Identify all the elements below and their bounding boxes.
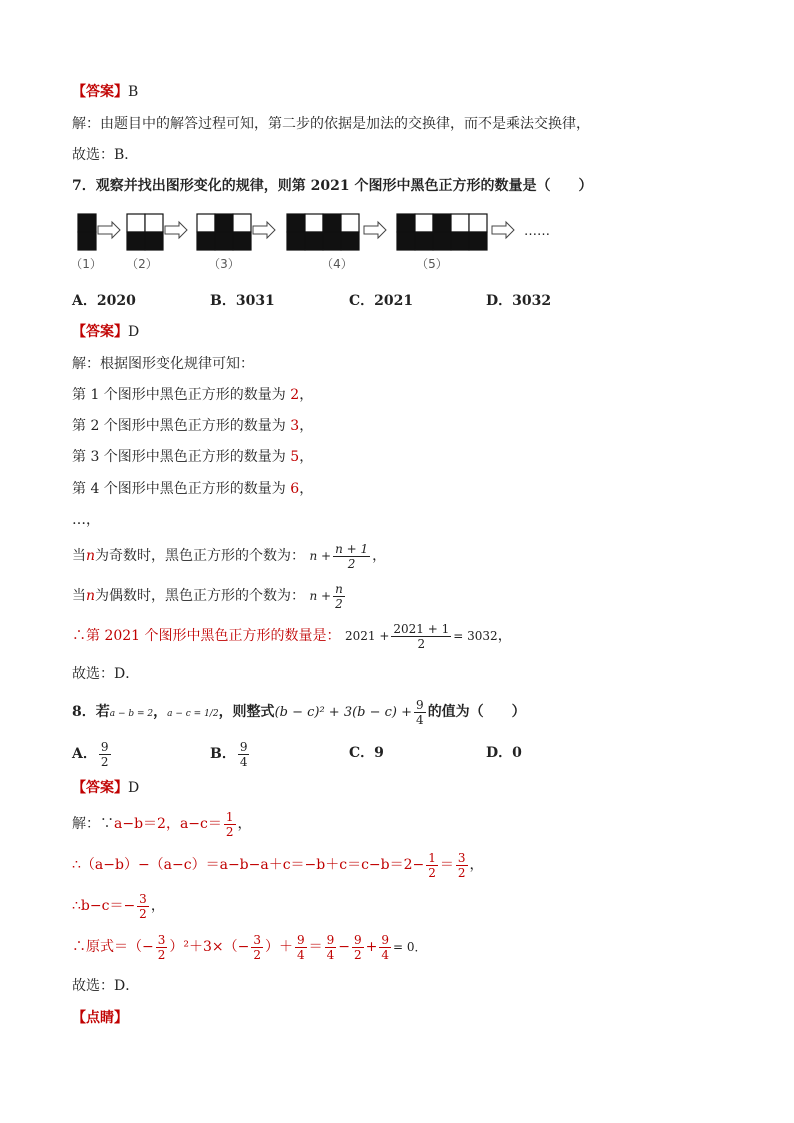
black-square: [469, 232, 487, 250]
black-square: [215, 232, 233, 250]
black-square: [323, 214, 341, 232]
white-square: [469, 214, 487, 232]
black-square: [78, 214, 96, 232]
answer-tag: 【答案】: [72, 780, 128, 796]
solution-7-line-4: 第 4 个图形中黑色正方形的数量为 6，: [72, 481, 314, 497]
black-square: [215, 214, 233, 232]
question-8-stem: 8．若a − b = 2，a − c = 1/2，则整式(b − c)² + 3(b − c) + $\frac{9}{4}$ 的值为（ ）: [72, 697, 526, 727]
pattern-figure: [72, 212, 632, 276]
solution-6: 解：由题目中的解答过程可知，第二步的依据是加法的交换律，而不是乘法交换律，: [72, 116, 590, 132]
black-square: [397, 232, 415, 250]
solution-8-line-2: ∴（a−b）−（a−c）＝a−b−a＋c＝−b＋c＝c−b＝2− $\frac{1}{2}$ ＝ $\frac{3}{2}$ ，: [72, 850, 484, 880]
solution-7-intro: 解：根据图形变化规律可知：: [72, 356, 254, 372]
figure-label: （3）: [208, 257, 240, 271]
white-square: [451, 214, 469, 232]
black-square: [433, 232, 451, 250]
solution-7-even: 当n为偶数时，黑色正方形的个数为： n + $\frac{n}{2}$: [72, 581, 343, 611]
option-c: C．2021: [349, 293, 414, 309]
arrow-icon: [165, 222, 187, 238]
white-square: [233, 214, 251, 232]
solution-8-line-4: ∴原式＝（− $\frac{3}{2}$ ）²＋3×（− $\frac{3}{2}$ ）＋ $\frac{9}{4}$ ＝ $\frac{9}{4}$ − $\frac{9}{2}$ + $\frac{9}{4}$ = 0．: [72, 932, 427, 962]
black-square: [341, 232, 359, 250]
white-square: [145, 214, 163, 232]
white-square: [197, 214, 215, 232]
answer-tag: 【答案】: [72, 84, 128, 100]
black-square: [433, 214, 451, 232]
answer-letter: D: [128, 780, 140, 796]
choose-6: 故选：B．: [72, 147, 139, 163]
arrow-icon: [492, 222, 514, 238]
option-c: C．9: [349, 745, 384, 761]
figure-label: （2）: [126, 257, 158, 271]
black-square: [451, 232, 469, 250]
choose-7: 故选：D．: [72, 666, 140, 682]
choose-8: 故选：D．: [72, 978, 140, 994]
solution-8-line-1: 解：∵a−b＝2，a−c＝ $\frac{1}{2}$ ，: [72, 809, 252, 839]
black-square: [415, 232, 433, 250]
option-b: B．3031: [210, 293, 275, 309]
answer-letter: B: [128, 84, 139, 100]
figure-label: （1）: [70, 257, 102, 271]
black-square: [397, 214, 415, 232]
white-square: [415, 214, 433, 232]
black-square: [197, 232, 215, 250]
black-square: [305, 232, 323, 250]
solution-7-ellipsis: …，: [72, 512, 100, 528]
option-b: B． $\frac{9}{4}$: [210, 739, 248, 769]
black-square: [287, 232, 305, 250]
solution-7-therefore: ∴第 2021 个图形中黑色正方形的数量是： 2021 + $\frac{2021 + 1}{2}$ = 3032，: [72, 621, 512, 651]
black-square: [145, 232, 163, 250]
black-square: [287, 214, 305, 232]
option-a: A．2020: [72, 293, 136, 309]
solution-7-line-1: 第 1 个图形中黑色正方形的数量为 2，: [72, 387, 314, 403]
black-square: [323, 232, 341, 250]
question-7-stem: 7．观察并找出图形变化的规律，则第 2021 个图形中黑色正方形的数量是（ ）: [72, 178, 593, 194]
comment-heading: 【点睛】: [72, 1010, 128, 1026]
option-a: A． $\frac{9}{2}$: [72, 739, 109, 769]
figure-label: （4）: [321, 257, 353, 271]
white-square: [341, 214, 359, 232]
solution-7-line-3: 第 3 个图形中黑色正方形的数量为 5，: [72, 449, 314, 465]
black-square: [78, 232, 96, 250]
white-square: [305, 214, 323, 232]
arrow-icon: [364, 222, 386, 238]
arrow-icon: [253, 222, 275, 238]
solution-7-line-2: 第 2 个图形中黑色正方形的数量为 3，: [72, 418, 314, 434]
arrow-icon: [98, 222, 120, 238]
answer-letter: D: [128, 324, 140, 340]
answer-7-line: [72, 322, 139, 342]
black-square: [127, 232, 145, 250]
answer-8-line: [72, 778, 139, 798]
black-square: [233, 232, 251, 250]
solution-7-odd: 当n为奇数时，黑色正方形的个数为： n + $\frac{n + 1}{2}$ ，: [72, 541, 387, 571]
option-d: D．3032: [486, 293, 552, 309]
answer-tag: 【答案】: [72, 324, 128, 340]
continuation-dots: ……: [524, 224, 550, 239]
solution-8-line-3: ∴b−c＝− $\frac{3}{2}$ ，: [72, 891, 165, 921]
white-square: [127, 214, 145, 232]
option-d: D．0: [486, 745, 522, 761]
answer-6-line: [72, 82, 138, 102]
figure-label: （5）: [416, 257, 448, 271]
